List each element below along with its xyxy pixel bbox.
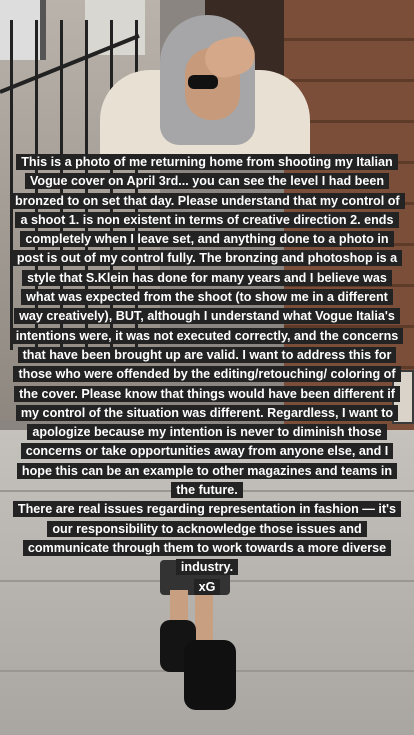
story-text-overlay — [10, 153, 404, 597]
story-signature: xG — [194, 579, 221, 595]
sunglasses — [188, 75, 218, 89]
person-leg — [195, 590, 213, 640]
story-paragraph-1: This is a photo of me returning home from shooting my Italian Vogue cover on April 3rd... you can see the level I had been bronzed to on set that day. Please understand that my control of a shoot 1. is non existent in terms of creative direction 2. ends completely when I leave set, and anything done to a photo in post is out of my control fully. The bronzing and photoshop is a style that S.Klein has done for many years and I believe was what was expected from the shoot (to show me in a different way creatively), BUT, although I understand what Vogue Italia's intentions were, it was not executed correctly, and the concerns that have been brought up are valid. I want to address this for those who were offended by the editing/retouching/ coloring of the cover. Please know that things would have been different if my control of the situation was different. Regardless, I want to apologize because my intention is never to diminish those concerns or take opportunities away from anyone else, and I hope this can be an example to other magazines and teams in the future. — [10, 154, 405, 498]
sneaker — [184, 640, 236, 710]
story-paragraph-2: There are real issues regarding representation in fashion — it's our responsibility to acknowledge those issues and communicate through them to work towards a more diverse industry. — [13, 501, 401, 575]
